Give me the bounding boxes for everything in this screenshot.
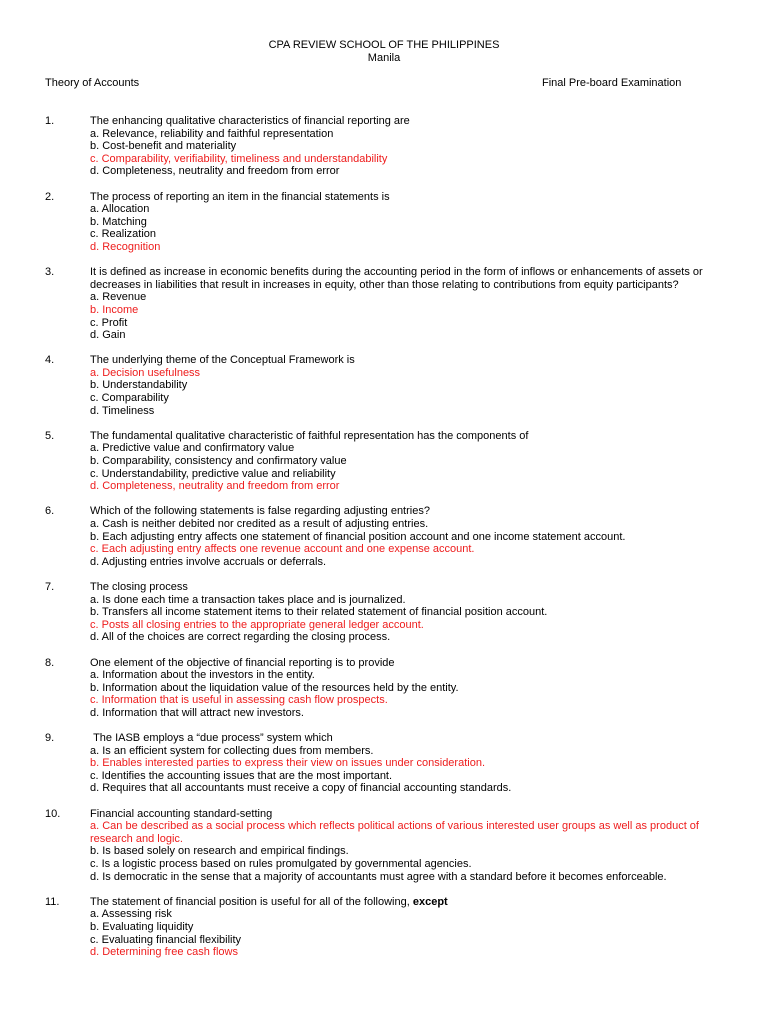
- question-number: 2.: [45, 190, 55, 203]
- answer-choice: d. Requires that all accountants must receive a copy of financial accounting standards.: [90, 782, 512, 795]
- question-item: [0, 896, 768, 959]
- correct-answer-choice: c. Information that is useful in assessing cash flow prospects.: [90, 694, 388, 707]
- question-item: [0, 191, 768, 254]
- question-body: [90, 732, 722, 795]
- question-body: [90, 581, 722, 644]
- question-item: [0, 732, 768, 795]
- document-title: CPA REVIEW SCHOOL OF THE PHILIPPINES: [268, 39, 500, 51]
- question-stem-text: The process of reporting an item in the financial statements is: [90, 190, 390, 203]
- answer-choice: d. Adjusting entries involve accruals or deferrals.: [90, 555, 327, 568]
- answer-choice: c. Identifies the accounting issues that are the most important.: [90, 769, 393, 782]
- question-stem-emphasis: except: [412, 895, 448, 908]
- answer-choice: c. Understandability, predictive value and reliability: [90, 467, 336, 480]
- answer-choice: a. Assessing risk: [90, 908, 172, 921]
- correct-answer-choice: d. Determining free cash flows: [90, 946, 238, 959]
- correct-answer-choice: b. Income: [90, 303, 139, 316]
- exam-label: Final Pre-board Examination: [542, 77, 682, 89]
- correct-answer-choice: d. Recognition: [90, 240, 161, 253]
- question-stem-text: One element of the objective of financial reporting is to provide: [90, 656, 395, 669]
- answer-choice: a. Revenue: [90, 291, 147, 304]
- question-stem: [90, 896, 722, 909]
- question-stem-text: Financial accounting standard-setting: [90, 807, 273, 820]
- question-item: [0, 505, 768, 568]
- answer-choice: b. Evaluating liquidity: [90, 921, 194, 933]
- question-number: 6.: [45, 505, 55, 518]
- answer-choice: a. Is an efficient system for collecting dues from members.: [90, 744, 374, 757]
- question-number: 5.: [45, 429, 55, 442]
- question-number: 1.: [45, 115, 55, 127]
- question-number: 9.: [45, 732, 55, 745]
- document-city: Manila: [367, 52, 401, 64]
- answer-choice: c. Comparability: [90, 392, 169, 405]
- question-stem-text: The underlying theme of the Conceptual Framework is: [90, 354, 355, 367]
- answer-choice: b. Is based solely on research and empirical findings.: [90, 845, 349, 858]
- question-body: [90, 430, 722, 493]
- question-number: 8.: [45, 656, 55, 669]
- question-body: [90, 896, 722, 959]
- answer-choice: d. Information that will attract new investors.: [90, 706, 304, 719]
- question-item: [0, 657, 768, 720]
- answer-choice: a. Cash is neither debited nor credited as a result of adjusting entries.: [90, 518, 429, 530]
- question-stem: [90, 354, 722, 367]
- answer-choice: b. Transfers all income statement items to their related statement of financial position account.: [90, 606, 548, 619]
- subject-label: Theory of Accounts: [45, 77, 140, 89]
- question-body: [90, 191, 722, 254]
- correct-answer-choice: c. Comparability, verifiability, timeliness and understandability: [90, 152, 388, 165]
- question-body: [90, 808, 722, 884]
- question-stem: [90, 115, 722, 128]
- answer-choice: b. Cost-benefit and materiality: [90, 140, 237, 153]
- question-number: 3.: [45, 266, 55, 279]
- question-item: [0, 266, 768, 342]
- question-stem: [90, 430, 722, 443]
- question-stem-text: Which of the following statements is false regarding adjusting entries?: [90, 505, 430, 518]
- question-item: [0, 581, 768, 644]
- question-stem-text: The statement of financial position is useful for all of the following,: [90, 895, 413, 908]
- question-stem: [90, 266, 722, 291]
- question-number: 10.: [45, 807, 61, 820]
- question-stem: [90, 657, 722, 670]
- question-item: [0, 115, 768, 178]
- question-stem-text: The enhancing qualitative characteristics of financial reporting are: [90, 115, 410, 127]
- answer-choice: c. Is a logistic process based on rules promulgated by governmental agencies.: [90, 858, 472, 871]
- question-number: 11.: [45, 895, 60, 908]
- answer-choice: b. Each adjusting entry affects one statement of financial position account and one income statement account.: [90, 530, 626, 543]
- answer-choice: a. Predictive value and confirmatory value: [90, 442, 295, 455]
- answer-choice: b. Understandability: [90, 379, 188, 392]
- question-stem: [90, 581, 722, 594]
- question-item: [0, 354, 768, 417]
- answer-choice: c. Realization: [90, 228, 157, 241]
- answer-choice: b. Comparability, consistency and confirmatory value: [90, 455, 347, 468]
- question-stem-text: The IASB employs a “due process” system which: [90, 732, 333, 745]
- answer-choice: d. Completeness, neutrality and freedom from error: [90, 165, 340, 178]
- correct-answer-choice: d. Completeness, neutrality and freedom from error: [90, 480, 340, 493]
- answer-choice: d. Gain: [90, 329, 126, 342]
- answer-choice: a. Allocation: [90, 203, 150, 216]
- question-body: [90, 354, 722, 417]
- question-body: [90, 266, 722, 342]
- question-number: 4.: [45, 354, 55, 367]
- answer-choice: b. Matching: [90, 215, 147, 228]
- answer-choice: d. Is democratic in the sense that a majority of accountants must agree with a standard before it becomes enforceable.: [90, 870, 667, 883]
- correct-answer-choice: a. Can be described as a social process which reflects political actions of various interested user groups as well as product of research and logic.: [90, 820, 699, 845]
- question-stem-text: The fundamental qualitative characteristic of faithful representation has the components of: [90, 429, 529, 442]
- correct-answer-choice: c. Posts all closing entries to the appropriate general ledger account.: [90, 618, 424, 631]
- question-stem: [90, 808, 722, 821]
- question-stem-text: It is defined as increase in economic benefits during the accounting period in the form of inflows or enhancements of assets or decreases in liabilities that result in increases in equity, other than those relating to contributions from equity participants?: [90, 266, 706, 291]
- question-item: [0, 808, 768, 884]
- question-body: [90, 657, 722, 720]
- correct-answer-choice: a. Decision usefulness: [90, 366, 201, 379]
- answer-choice: a. Information about the investors in the entity.: [90, 669, 315, 682]
- answer-choice: b. Information about the liquidation value of the resources held by the entity.: [90, 681, 459, 694]
- answer-choice: d. Timeliness: [90, 404, 155, 417]
- question-stem: [90, 505, 722, 518]
- answer-choice: a. Is done each time a transaction takes place and is journalized.: [90, 593, 406, 606]
- correct-answer-choice: b. Enables interested parties to express their view on issues under consideration.: [90, 757, 485, 770]
- question-stem-text: The closing process: [90, 580, 188, 593]
- answer-choice: c. Evaluating financial flexibility: [90, 933, 242, 946]
- question-body: [90, 505, 722, 568]
- question-item: [0, 430, 768, 493]
- question-stem: [90, 732, 722, 745]
- question-list: [0, 115, 768, 971]
- answer-choice: d. All of the choices are correct regarding the closing process.: [90, 631, 391, 644]
- question-body: [90, 115, 722, 178]
- correct-answer-choice: c. Each adjusting entry affects one revenue account and one expense account.: [90, 543, 475, 556]
- question-number: 7.: [45, 580, 55, 593]
- question-stem: [90, 191, 722, 204]
- answer-choice: c. Profit: [90, 316, 128, 329]
- answer-choice: a. Relevance, reliability and faithful representation: [90, 127, 334, 140]
